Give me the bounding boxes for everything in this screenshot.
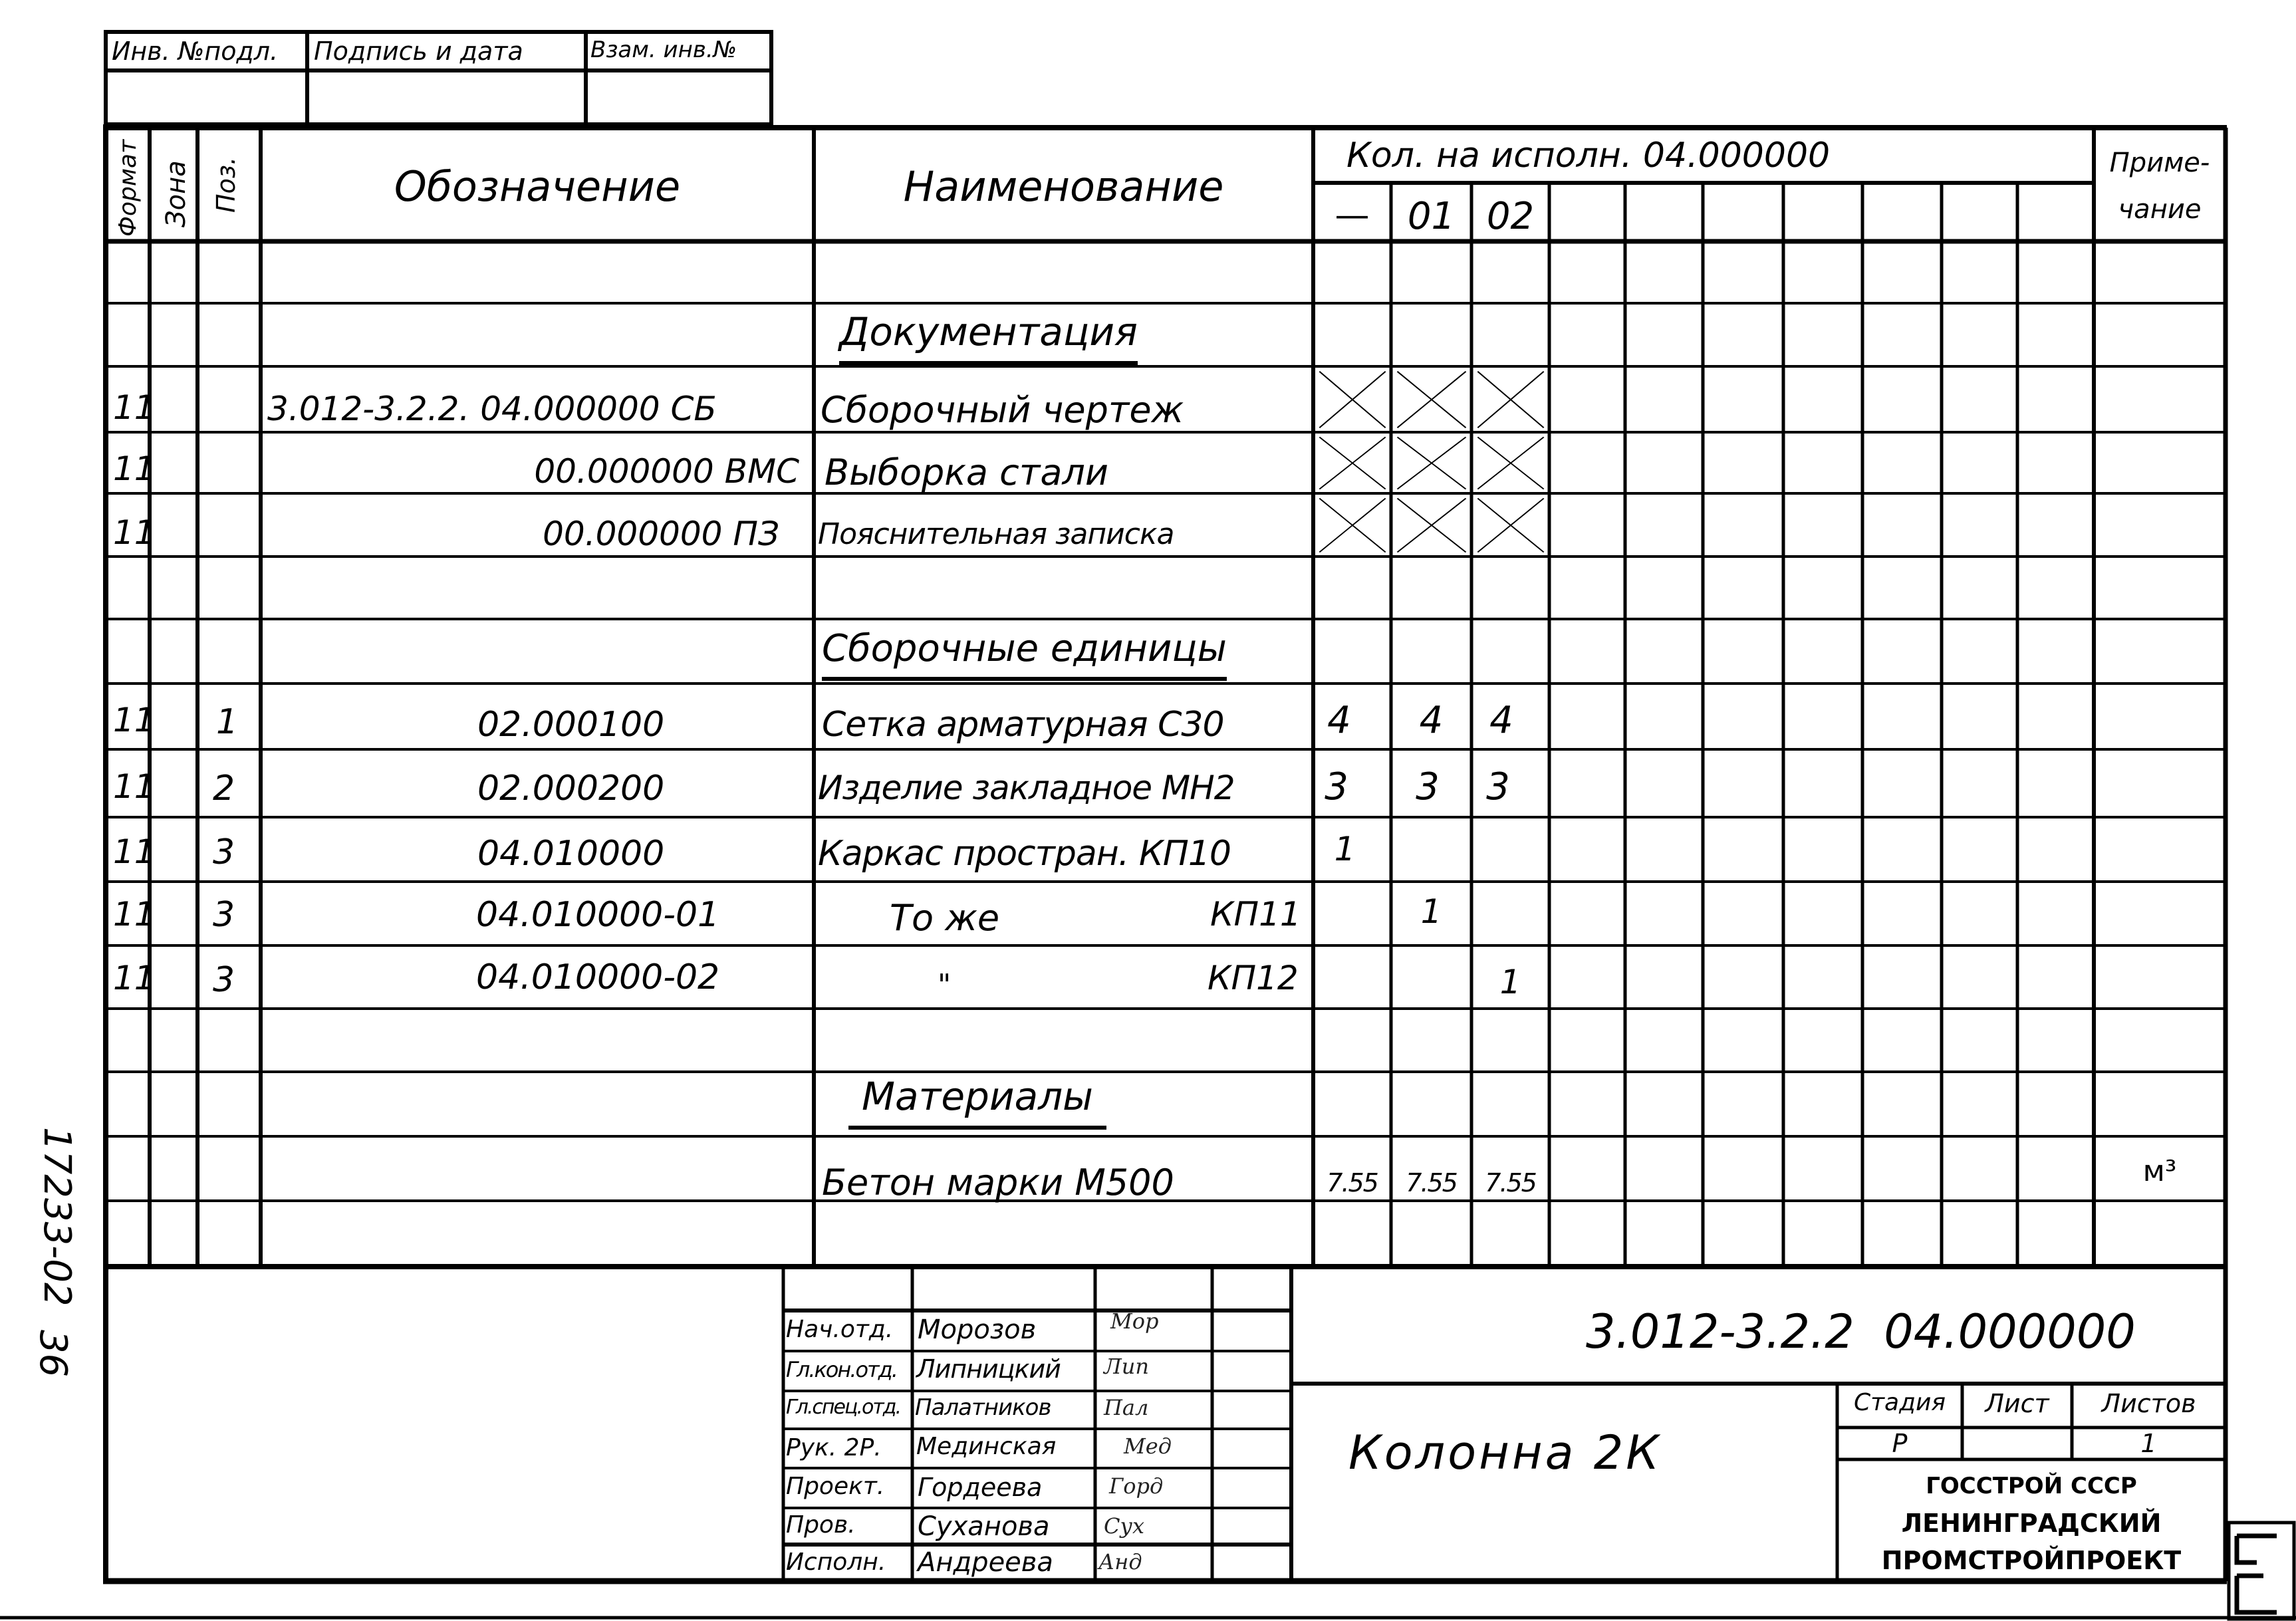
table-row-asm-1-format: 11 [113,701,156,739]
header-note-line2: чание [2118,194,2202,225]
table-row-doc-1-designation: 3.012-3.2.2. 04.000000 СБ [267,390,717,428]
header-variant-02: 02 [1486,195,1535,238]
table-row-doc-2-name: Выборка стали [825,451,1109,493]
stage-value: Р [1892,1429,1908,1458]
table-row-asm-5-pos: 3 [213,960,235,1000]
table-row-asm-1-pos: 1 [216,702,239,742]
header-variant-01: 01 [1407,195,1456,238]
signature-mark-5: Горд [1109,1473,1164,1499]
table-row-asm-3-pos: 3 [213,832,235,872]
signature-mark-6: Сух [1104,1513,1145,1539]
sheets-value: 1 [2140,1429,2157,1458]
table-row-asm-4-name: То же [890,897,1000,939]
signature-mark-7: Анд [1098,1549,1142,1574]
signature-mark-2: Лип [1104,1354,1149,1379]
table-row-asm-3-designation: 04.010000 [477,834,665,874]
table-row-asm-1-qty-base: 4 [1327,699,1351,742]
table-row-asm-4-qty-01: 1 [1420,892,1442,931]
table-row-asm-1-qty-02: 4 [1489,699,1513,742]
table-row-asm-2-format: 11 [113,767,156,806]
table-row-asm-3-qty-base: 1 [1334,830,1356,868]
signature-name-6: Суханова [918,1511,1050,1542]
table-row-asm-3-name: Каркас простран. КП10 [818,834,1231,874]
crossed-cell-icon [1394,369,1469,430]
table-row-mat-1-name: Бетон марки М500 [822,1162,1174,1203]
header-designation: Обозначение [394,162,681,211]
table-row-mat-1-note: м³ [2142,1154,2177,1188]
crossed-cell-icon [1475,496,1547,555]
table-row-doc-3-format: 11 [113,513,156,552]
signature-name-2: Липницкий [916,1354,1061,1384]
table-row-doc-2-designation: 00.000000 ВМС [534,452,799,491]
organization-line-1: ГОССТРОЙ СССР [1926,1473,2137,1499]
table-row-asm-4-designation: 04.010000-01 [476,895,720,935]
table-row-doc-3-name: Пояснительная записка [818,517,1174,551]
stage-label: Стадия [1853,1389,1946,1416]
table-row-asm-2-pos: 2 [213,769,235,809]
organization-line-3: ПРОМСТРОЙПРОЕКТ [1881,1546,2182,1575]
crossed-cell-icon [1475,435,1547,491]
sheet-label: Лист [1985,1389,2049,1418]
signature-name-3: Палатников [915,1394,1051,1421]
crossed-cell-icon [1394,496,1469,555]
header-quantity-per-variant: Кол. на исполн. 04.000000 [1346,136,1831,176]
table-row-doc-3-designation: 00.000000 ПЗ [543,515,779,553]
table-row-asm-5-format: 11 [113,959,156,997]
table-row-asm-5-designation: 04.010000-02 [476,957,720,997]
header-note-line1: Приме- [2109,148,2210,178]
signature-role-1: Нач.отд. [786,1316,894,1343]
table-row-asm-4-format: 11 [113,895,156,934]
table-row-asm-2-designation: 02.000200 [477,769,665,809]
signature-role-2: Гл.кон.отд. [786,1357,897,1382]
signature-name-1: Морозов [918,1314,1037,1345]
table-row-doc-1-name: Сборочный чертеж [821,389,1184,431]
crossed-cell-icon [1317,496,1388,555]
table-row-asm-2-qty-base: 3 [1325,765,1348,809]
table-row-mat-1-qty-01: 7.55 [1406,1168,1457,1197]
crossed-cell-icon [1317,435,1388,491]
section-title-materials [848,1074,1106,1119]
crossed-cell-icon [1475,369,1547,430]
signature-role-5: Проект. [786,1473,885,1500]
item-name: Колонна 2К [1348,1426,1662,1480]
crossed-cell-icon [1394,435,1469,491]
signature-role-6: Пров. [786,1511,856,1539]
header-zone: Зона [161,160,191,227]
signature-name-4: Мединская [916,1433,1057,1460]
table-row-asm-1-name: Сетка арматурная С30 [822,705,1224,745]
table-row-mat-1-qty-02: 7.55 [1485,1168,1536,1197]
table-row-asm-2-qty-01: 3 [1416,765,1440,809]
header-name: Наименование [903,162,1224,211]
table-row-asm-1-designation: 02.000100 [477,705,665,745]
organization-line-2: ЛЕНИНГРАДСКИЙ [1901,1509,2162,1538]
signature-role-4: Рук. 2Р. [786,1434,882,1461]
margin-archive-number: 17233-02 [35,1127,78,1307]
document-code: 3.012-3.2.2 04.000000 [1586,1305,2136,1359]
header-format: Формат [114,139,142,237]
table-row-doc-2-format: 11 [113,449,156,488]
sheets-label: Листов [2101,1389,2196,1418]
table-row-asm-3-format: 11 [113,832,156,871]
signature-role-7: Исполн. [786,1549,886,1576]
signature-role-3: Гл.спец.отд. [786,1396,901,1419]
table-row-asm-5-qty-02: 1 [1499,963,1521,1001]
section-title-materials-text: Материалы [848,1074,1106,1130]
table-row-asm-5-name: " [938,968,952,1002]
signature-name-7: Андреева [918,1547,1053,1578]
section-title-assembly-units [822,627,1227,670]
crossed-cell-icon [1317,369,1388,430]
table-row-doc-1-format: 11 [113,388,156,427]
signature-mark-1: Мор [1110,1309,1159,1334]
table-row-asm-4-name-suffix: КП11 [1210,895,1301,934]
header-variant-base: — [1335,195,1370,235]
section-title-documentation-text: Документация [839,309,1138,365]
section-title-assembly-units-text: Сборочные единицы [822,627,1227,681]
table-row-asm-2-qty-02: 3 [1486,765,1510,809]
header-position: Поз. [211,156,241,213]
margin-page-number: 36 [31,1330,74,1378]
table-row-asm-5-name-suffix: КП12 [1208,959,1299,997]
stamp-header-inventory-number: Инв. №подл. [112,37,279,66]
stamp-header-replaced-inventory: Взам. инв.№ [590,37,737,63]
table-row-asm-2-name: Изделие закладное МН2 [818,769,1235,807]
table-row-asm-1-qty-01: 4 [1419,699,1444,742]
table-row-mat-1-qty-base: 7.55 [1327,1168,1378,1197]
signature-name-5: Гордеева [918,1473,1043,1502]
signature-mark-3: Пал [1104,1395,1149,1420]
table-row-asm-4-pos: 3 [213,895,235,935]
section-title-documentation [839,309,1138,354]
stamp-header-signature-date: Подпись и дата [314,37,523,66]
signature-mark-4: Мед [1124,1434,1172,1459]
